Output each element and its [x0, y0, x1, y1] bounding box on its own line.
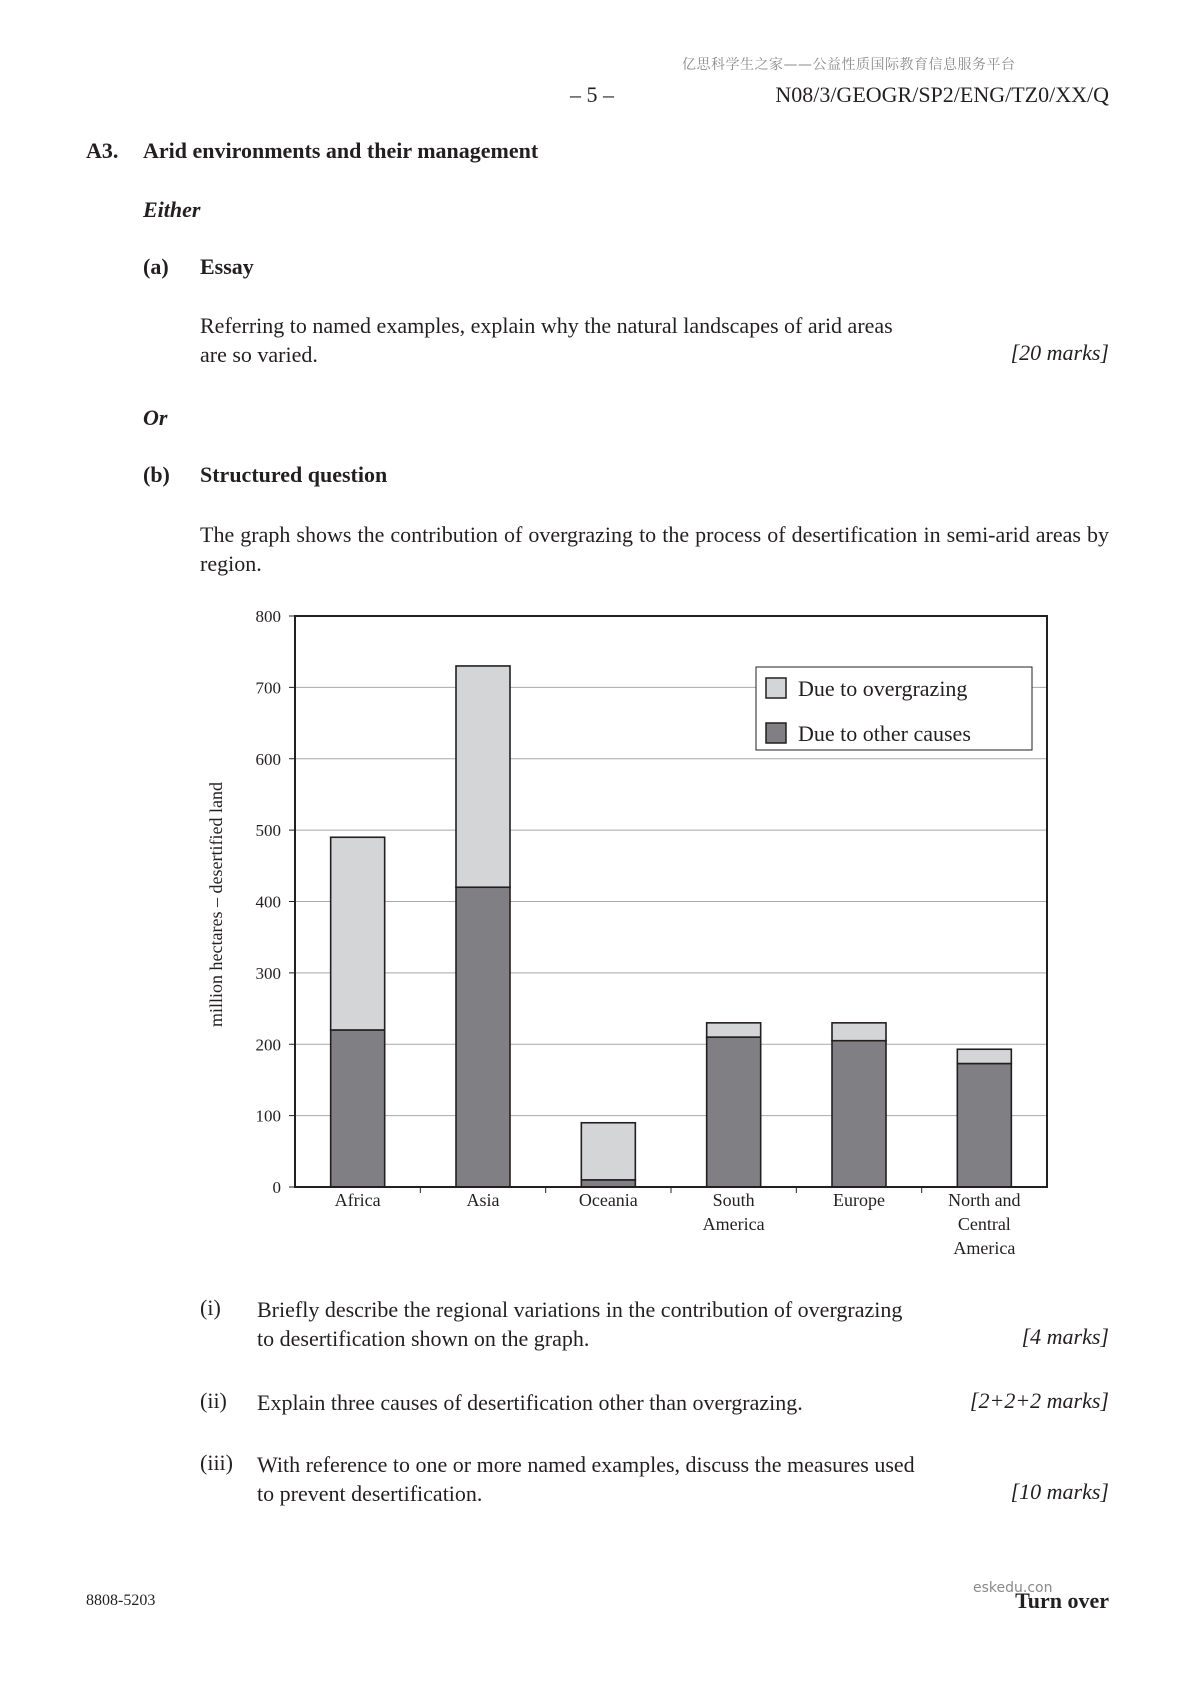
part-b-intro: The graph shows the contribution of overgrazing to the process of desertification in semi-arid areas by region.	[200, 522, 1109, 576]
bar-other-causes	[581, 1180, 635, 1187]
y-tick-label: 600	[255, 749, 281, 769]
x-category-label: South	[712, 1190, 755, 1210]
page-number: – 5 –	[570, 82, 614, 107]
part-a-title: Essay	[200, 254, 254, 279]
footer-code: 8808-5203	[86, 1592, 156, 1609]
bar-other-causes	[456, 887, 510, 1187]
x-category-label: North and	[948, 1190, 1021, 1210]
bar-overgrazing	[832, 1023, 886, 1041]
x-category-label: Oceania	[578, 1190, 638, 1210]
question-1-text-line1: Briefly describe the regional variations in the contribution of overgrazing	[257, 1297, 903, 1322]
question-3-text-line2: to prevent desertification.	[257, 1481, 483, 1506]
bar-other-causes	[707, 1037, 761, 1187]
question-3-text-line1: With reference to one or more named examples, discuss the measures used	[257, 1452, 915, 1477]
question-2-text-line1: Explain three causes of desertification other than overgrazing.	[257, 1390, 803, 1415]
x-category-label: America	[702, 1214, 765, 1234]
question-1-number: (i)	[200, 1295, 221, 1320]
bar-other-causes	[331, 1030, 385, 1187]
header-watermark: 亿思科学生之家——公益性质国际教育信息服务平台	[682, 57, 1016, 73]
bar-other-causes	[832, 1041, 886, 1187]
or-label: Or	[143, 405, 168, 430]
y-tick-label: 0	[272, 1178, 281, 1197]
question-1-marks: [4 marks]	[1021, 1324, 1109, 1349]
part-b-label: (b)	[143, 462, 170, 487]
part-a-text-line2: are so varied.	[200, 342, 318, 367]
section-title: Arid environments and their management	[143, 138, 539, 163]
bar-overgrazing	[331, 837, 385, 1030]
legend-swatch-other	[766, 723, 786, 743]
y-tick-label: 400	[255, 892, 281, 912]
bar-other-causes	[957, 1064, 1011, 1187]
legend-label: Due to overgrazing	[798, 676, 968, 701]
x-category-label: Europe	[833, 1190, 885, 1210]
question-3-marks: [10 marks]	[1010, 1479, 1109, 1504]
legend-swatch-overgrazing	[766, 678, 786, 698]
bar-overgrazing	[707, 1023, 761, 1037]
question-3-number: (iii)	[200, 1450, 233, 1475]
bar-overgrazing	[581, 1123, 635, 1180]
section-number: A3.	[86, 138, 119, 163]
footer-watermark: eskedu.con	[973, 1580, 1053, 1596]
question-1-text-line2: to desertification shown on the graph.	[257, 1326, 590, 1351]
paper-code: N08/3/GEOGR/SP2/ENG/TZ0/XX/Q	[775, 82, 1109, 107]
part-b-title: Structured question	[200, 462, 388, 487]
y-axis-label: million hectares – desertified land	[206, 782, 226, 1027]
y-tick-label: 700	[255, 678, 281, 698]
bar-overgrazing	[456, 666, 510, 887]
legend-label: Due to other causes	[798, 721, 971, 746]
desertification-bar-chart	[195, 600, 1075, 1260]
turn-over-label: Turn over	[1015, 1588, 1109, 1613]
y-tick-label: 800	[255, 607, 281, 626]
bar-overgrazing	[957, 1049, 1011, 1063]
y-tick-label: 300	[255, 963, 281, 983]
question-2-number: (ii)	[200, 1388, 227, 1413]
part-a-label: (a)	[143, 254, 169, 279]
question-2-marks: [2+2+2 marks]	[969, 1388, 1109, 1413]
x-category-label: Africa	[334, 1190, 381, 1210]
part-a-marks: [20 marks]	[1010, 340, 1109, 365]
x-category-label: Asia	[466, 1190, 500, 1210]
either-label: Either	[143, 197, 201, 222]
x-category-label: America	[953, 1238, 1016, 1258]
y-tick-label: 500	[255, 821, 281, 841]
x-category-label: Central	[957, 1214, 1011, 1234]
y-tick-label: 200	[255, 1035, 281, 1055]
part-a-text-line1: Referring to named examples, explain why the natural landscapes of arid areas	[200, 313, 893, 338]
y-tick-label: 100	[255, 1106, 281, 1126]
